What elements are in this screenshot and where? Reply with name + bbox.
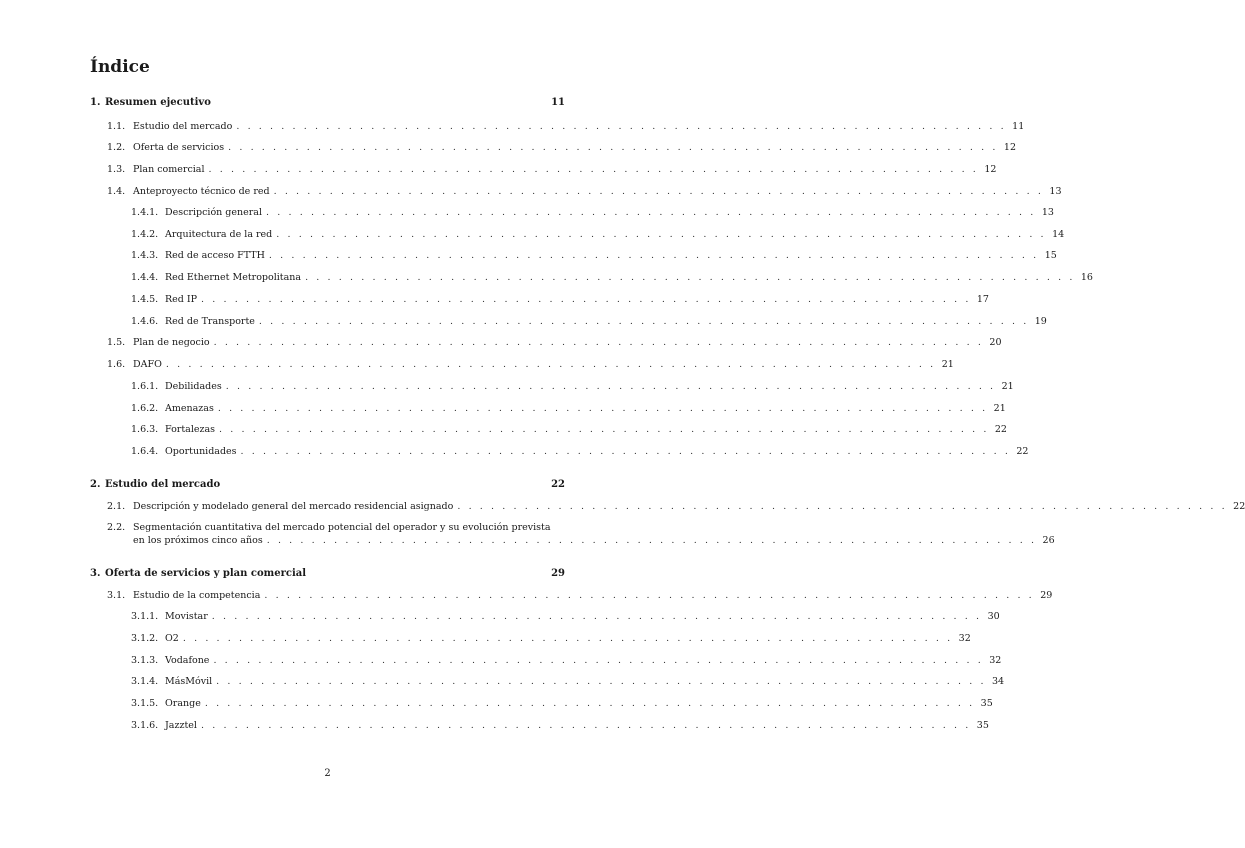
toc-entry[interactable] <box>131 316 1047 328</box>
toc-entry[interactable] <box>131 207 1054 219</box>
entry-title: Debilidades <box>165 381 222 392</box>
entry-page-number: 32 <box>958 633 971 644</box>
entry-page-number: 35 <box>976 720 989 731</box>
entry-number: 3.1.5. <box>131 698 159 709</box>
toc-entry[interactable] <box>131 611 1000 623</box>
entry-title: Red de Transporte <box>165 316 255 327</box>
entry-title: Fortalezas <box>165 424 216 435</box>
entry-title: Red Ethernet Metropolitana <box>165 272 302 283</box>
entry-title: Amenazas <box>165 403 214 414</box>
entry-title: Estudio del mercado <box>133 121 233 132</box>
entry-page-number: 26 <box>1042 535 1055 546</box>
entry-page-number: 22 <box>1016 446 1029 457</box>
entry-page-number: 20 <box>989 337 1002 348</box>
toc-entry[interactable] <box>107 164 997 176</box>
entry-page-number: 13 <box>1041 207 1054 218</box>
dot-leader: . . . . . . . . . . . . . . . . . . . . . . . . . . . . . . . . . . . . . . . . . . . . . . . . . . . . . . . . . . . . . . . . . . . . . <box>268 250 1039 261</box>
entry-title: Estudio de la competencia <box>133 590 261 601</box>
entry-title: Orange <box>165 698 201 709</box>
dot-leader: . . . . . . . . . . . . . . . . . . . . . . . . . . . . . . . . . . . . . . . . . . . . . . . . . . . . . . . . . . . . . . . . . . . . . <box>200 720 971 731</box>
entry-title: Anteproyecto técnico de red <box>133 186 270 197</box>
entry-title: Movistar <box>165 611 208 622</box>
entry-number: 3.1. <box>107 590 126 601</box>
dot-leader: . . . . . . . . . . . . . . . . . . . . . . . . . . . . . . . . . . . . . . . . . . . . . . . . . . . . . . . . . . . . . . . . . . . . . <box>165 359 936 370</box>
page-number: 2 <box>324 768 331 779</box>
entry-title: DAFO <box>133 359 162 370</box>
toc-entry[interactable] <box>107 337 1002 349</box>
entry-page-number: 16 <box>1080 272 1093 283</box>
entry-title: Red de acceso FTTH <box>165 250 265 261</box>
toc-entry[interactable] <box>107 121 1025 133</box>
entry-page-number: 35 <box>980 698 993 709</box>
entry-number: 2.1. <box>107 501 126 512</box>
entry-number: 3.1.6. <box>131 720 159 731</box>
entry-number: 1.4. <box>107 186 126 197</box>
chapter-page-number: 22 <box>551 479 565 490</box>
entry-number: 3.1.2. <box>131 633 159 644</box>
entry-page-number: 34 <box>992 676 1005 687</box>
dot-leader: . . . . . . . . . . . . . . . . . . . . . . . . . . . . . . . . . . . . . . . . . . . . . . . . . . . . . . . . . . . . . . . . . . . . . <box>204 698 975 709</box>
entry-title: MásMóvil <box>165 676 213 687</box>
entry-page-number: 22 <box>1233 501 1245 512</box>
dot-leader: . . . . . . . . . . . . . . . . . . . . . . . . . . . . . . . . . . . . . . . . . . . . . . . . . . . . . . . . . . . . . . . . . . . . . <box>457 501 1228 512</box>
entry-title: Oferta de servicios <box>133 142 225 153</box>
entry-page-number: 12 <box>1003 142 1017 153</box>
toc-entry[interactable] <box>131 633 971 645</box>
entry-number: 2.2. <box>107 522 126 533</box>
dot-leader: . . . . . . . . . . . . . . . . . . . . . . . . . . . . . . . . . . . . . . . . . . . . . . . . . . . . . . . . . . . . . . . . . . . . . <box>225 381 996 392</box>
dot-leader: . . . . . . . . . . . . . . . . . . . . . . . . . . . . . . . . . . . . . . . . . . . . . . . . . . . . . . . . . . . . . . . . . . . . . <box>219 424 989 435</box>
chapter-title: Oferta de servicios y plan comercial <box>105 568 307 579</box>
entry-number: 1.6.2. <box>131 403 159 414</box>
entry-number: 1.4.5. <box>131 294 159 305</box>
entry-page-number: 12 <box>984 164 997 175</box>
toc-entry[interactable] <box>107 359 954 371</box>
dot-leader: . . . . . . . . . . . . . . . . . . . . . . . . . . . . . . . . . . . . . . . . . . . . . . . . . . . . . . . . . . . . . . . . . . . . . <box>201 294 971 305</box>
dot-leader: . . . . . . . . . . . . . . . . . . . . . . . . . . . . . . . . . . . . . . . . . . . . . . . . . . . . . . . . . . . . . . . . . . . . . <box>208 164 979 175</box>
chapter-title: Resumen ejecutivo <box>105 97 211 108</box>
entry-title-continuation: en los próximos cinco años <box>133 535 263 546</box>
dot-leader: . . . . . . . . . . . . . . . . . . . . . . . . . . . . . . . . . . . . . . . . . . . . . . . . . . . . . . . . . . . . . . . . . . . . . <box>266 535 1037 546</box>
chapter-page-number: 29 <box>551 568 565 579</box>
dot-leader: . . . . . . . . . . . . . . . . . . . . . . . . . . . . . . . . . . . . . . . . . . . . . . . . . . . . . . . . . . . . . . . . . . . . . <box>264 590 1035 601</box>
toc-entry[interactable] <box>107 501 1245 513</box>
chapter-number: 3. <box>90 568 101 579</box>
entry-number: 3.1.4. <box>131 676 159 687</box>
toc-entry[interactable] <box>131 676 1005 688</box>
toc-entry[interactable] <box>131 698 993 710</box>
entry-number: 1.6.4. <box>131 446 159 457</box>
entry-number: 1.2. <box>107 142 126 153</box>
entry-title: Segmentación cuantitativa del mercado potencial del operador y su evolución prevista <box>133 522 551 533</box>
toc-entry[interactable] <box>131 229 1065 241</box>
toc-entry[interactable] <box>131 250 1057 262</box>
dot-leader: . . . . . . . . . . . . . . . . . . . . . . . . . . . . . . . . . . . . . . . . . . . . . . . . . . . . . . . . . . . . . . . . . . . . . <box>217 403 988 414</box>
chapter-number: 1. <box>90 97 101 108</box>
dot-leader: . . . . . . . . . . . . . . . . . . . . . . . . . . . . . . . . . . . . . . . . . . . . . . . . . . . . . . . . . . . . . . . . . . . . . <box>266 207 1036 218</box>
dot-leader: . . . . . . . . . . . . . . . . . . . . . . . . . . . . . . . . . . . . . . . . . . . . . . . . . . . . . . . . . . . . . . . . . . . . . <box>305 272 1075 283</box>
dot-leader: . . . . . . . . . . . . . . . . . . . . . . . . . . . . . . . . . . . . . . . . . . . . . . . . . . . . . . . . . . . . . . . . . . . . . <box>273 186 1044 197</box>
entry-page-number: 17 <box>976 294 989 305</box>
dot-leader: . . . . . . . . . . . . . . . . . . . . . . . . . . . . . . . . . . . . . . . . . . . . . . . . . . . . . . . . . . . . . . . . . . . . . <box>182 633 953 644</box>
toc-entry[interactable] <box>131 272 1093 284</box>
toc-chapter[interactable] <box>90 479 565 491</box>
dot-leader: . . . . . . . . . . . . . . . . . . . . . . . . . . . . . . . . . . . . . . . . . . . . . . . . . . . . . . . . . . . . . . . . . . . . . <box>211 611 982 622</box>
toc-entry[interactable] <box>107 186 1062 198</box>
entry-page-number: 29 <box>1040 590 1053 601</box>
entry-page-number: 22 <box>994 424 1007 435</box>
entry-number: 1.4.6. <box>131 316 159 327</box>
toc-entry[interactable] <box>131 446 1029 458</box>
toc-entry[interactable] <box>131 655 1002 667</box>
toc-chapter[interactable] <box>90 97 565 109</box>
entry-page-number: 21 <box>1001 381 1014 392</box>
entry-page-number: 19 <box>1034 316 1047 327</box>
toc-entry[interactable] <box>107 521 1055 547</box>
entry-title: O2 <box>165 633 179 644</box>
entry-number: 1.6.1. <box>131 381 159 392</box>
entry-page-number: 32 <box>989 655 1002 666</box>
toc-entry[interactable] <box>131 403 1006 415</box>
chapter-page-number: 11 <box>551 97 565 108</box>
dot-leader: . . . . . . . . . . . . . . . . . . . . . . . . . . . . . . . . . . . . . . . . . . . . . . . . . . . . . . . . . . . . . . . . . . . . . <box>213 655 984 666</box>
entry-number: 1.4.3. <box>131 250 159 261</box>
entry-page-number: 15 <box>1044 250 1057 261</box>
entry-title: Descripción general <box>165 207 262 218</box>
dot-leader: . . . . . . . . . . . . . . . . . . . . . . . . . . . . . . . . . . . . . . . . . . . . . . . . . . . . . . . . . . . . . . . . . . . . . <box>236 121 1007 132</box>
dot-leader: . . . . . . . . . . . . . . . . . . . . . . . . . . . . . . . . . . . . . . . . . . . . . . . . . . . . . . . . . . . . . . . . . . . . . <box>213 337 984 348</box>
toc-entry[interactable] <box>131 424 1007 436</box>
dot-leader: . . . . . . . . . . . . . . . . . . . . . . . . . . . . . . . . . . . . . . . . . . . . . . . . . . . . . . . . . . . . . . . . . . . . . <box>228 142 999 153</box>
chapter-title: Estudio del mercado <box>105 479 221 490</box>
entry-number: 3.1.1. <box>131 611 159 622</box>
chapter-number: 2. <box>90 479 101 490</box>
toc-entry[interactable] <box>131 381 1014 393</box>
entry-number: 1.4.1. <box>131 207 159 218</box>
entry-page-number: 14 <box>1052 229 1065 240</box>
entry-title: Vodafone <box>165 655 210 666</box>
entry-title: Plan comercial <box>133 164 205 175</box>
entry-number: 1.6. <box>107 359 126 370</box>
toc-chapter[interactable] <box>90 568 565 580</box>
entry-page-number: 21 <box>941 359 954 370</box>
dot-leader: . . . . . . . . . . . . . . . . . . . . . . . . . . . . . . . . . . . . . . . . . . . . . . . . . . . . . . . . . . . . . . . . . . . . . <box>258 316 1029 327</box>
entry-number: 3.1.3. <box>131 655 159 666</box>
entry-number: 1.6.3. <box>131 424 159 435</box>
toc-entry[interactable] <box>107 590 1053 602</box>
toc-entry[interactable] <box>131 294 989 306</box>
dot-leader: . . . . . . . . . . . . . . . . . . . . . . . . . . . . . . . . . . . . . . . . . . . . . . . . . . . . . . . . . . . . . . . . . . . . . <box>240 446 1011 457</box>
entry-title: Descripción y modelado general del mercado residencial asignado <box>133 501 454 512</box>
toc-entry[interactable] <box>131 720 989 732</box>
entry-number: 1.3. <box>107 164 126 175</box>
entry-title: Plan de negocio <box>133 337 210 348</box>
entry-number: 1.5. <box>107 337 126 348</box>
page-title: Índice <box>90 57 150 77</box>
entry-title: Red IP <box>165 294 198 305</box>
dot-leader: . . . . . . . . . . . . . . . . . . . . . . . . . . . . . . . . . . . . . . . . . . . . . . . . . . . . . . . . . . . . . . . . . . . . . <box>216 676 987 687</box>
entry-title: Arquitectura de la red <box>165 229 273 240</box>
entry-page-number: 21 <box>993 403 1006 414</box>
dot-leader: . . . . . . . . . . . . . . . . . . . . . . . . . . . . . . . . . . . . . . . . . . . . . . . . . . . . . . . . . . . . . . . . . . . . . <box>276 229 1047 240</box>
entry-page-number: 13 <box>1049 186 1062 197</box>
entry-title: Jazztel <box>165 720 197 731</box>
toc-entry[interactable] <box>107 142 1017 154</box>
entry-page-number: 30 <box>987 611 1000 622</box>
entry-page-number: 11 <box>1012 121 1025 132</box>
entry-number: 1.4.4. <box>131 272 159 283</box>
entry-number: 1.1. <box>107 121 126 132</box>
entry-number: 1.4.2. <box>131 229 159 240</box>
entry-title: Oportunidades <box>165 446 237 457</box>
